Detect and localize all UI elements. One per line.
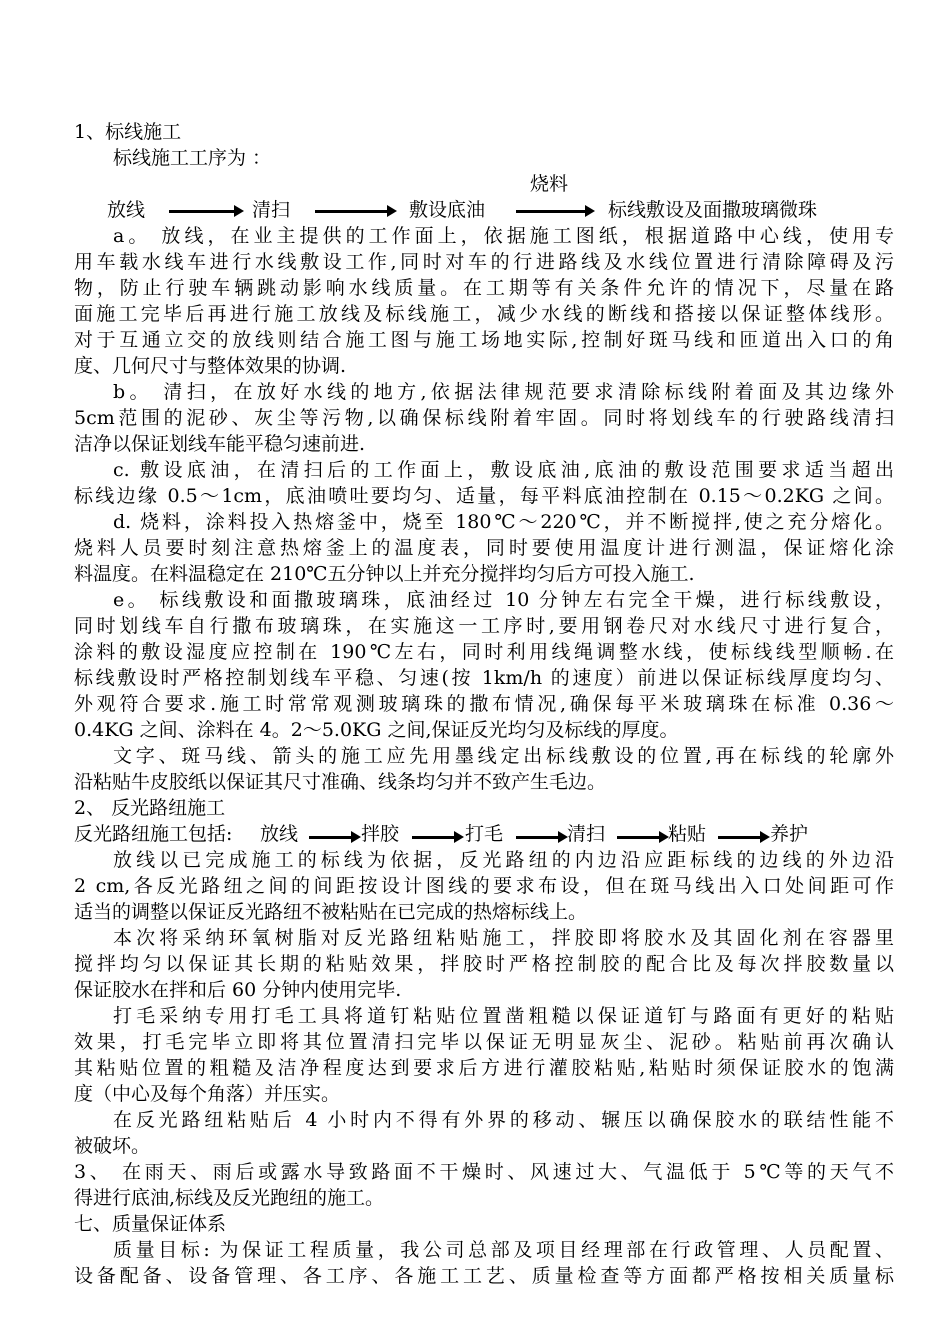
flow-step: 清扫 [567,823,606,845]
section-1-heading: 1、标线施工 [74,121,182,143]
para-e-line: 外观符合要求.施工时常常观测玻璃珠的撒布情况,确保每平米玻璃珠在标准 0.36～ [74,693,894,715]
flow-step: 放线 [107,199,146,221]
flow-step: 敷设底油 [409,199,486,221]
para-2a-line: 2 cm,各反光路纽之间的间距按设计图线的要求布设，但在斑马线出入口处间距可作 [74,875,894,897]
sequence-title: 标线施工工序为 ： [113,147,272,169]
flow-prefix: 反光路纽施工包括: [74,823,233,845]
flow-arrow-icon [718,836,761,839]
flow-arrow-icon [412,836,455,839]
section-7-line: 设备配备、设备管理、各工序、各施工工艺、质量检查等方面都严格按相关质量标 [74,1265,894,1287]
para-a-line: 对于互通立交的放线则结合施工图与施工场地实际,控制好斑马线和匝道出入口的角 [74,329,894,351]
para-2b-line: 本次将采纳环氧树脂对反光路纽粘贴施工，拌胶即将胶水及其固化剂在容器里 [113,927,894,949]
flow-step: 打毛 [465,823,504,845]
para-b-line: 5cm范围的泥砂、灰尘等污物,以确保标线附着牢固。同时将划线车的行驶路线清扫 [74,407,894,429]
section-7-heading: 七、质量保证体系 [74,1213,227,1235]
para-2d-line: 被破坏。 [74,1135,151,1157]
flow-arrow-icon [516,210,586,213]
para-2a-line: 放线以已完成施工的标线为依据，反光路纽的内边沿应距标线的边线的外边沿 [113,849,894,871]
flow-arrow-icon [516,836,559,839]
flow-arrow-icon [315,210,388,213]
para-a-line: 用车载水线车进行水线敷设工作,同时对车的行进路线及水线位置进行清除障碍及污 [74,251,894,273]
para-2d-line: 在反光路纽粘贴后 4 小时内不得有外界的移动、辗压以确保胶水的联结性能不 [113,1109,894,1131]
flow-step: 养护 [770,823,809,845]
flow-label-above: 烧料 [530,173,569,195]
para-a-line: 度、几何尺寸与整体效果的协调. [74,355,347,377]
para-a-line: a。 放线，在业主提供的工作面上，依据施工图纸，根据道路中心线，使用专 [113,225,894,247]
flow-arrow-icon [169,210,235,213]
para-text-line: 沿粘贴牛皮胶纸以保证其尺寸准确、线条均匀并不致产生毛边。 [74,771,607,793]
para-e-line: e。 标线敷设和面撒玻璃珠，底油经过 10 分钟左右完全干燥，进行标线敷设， [113,589,894,611]
para-c-line: 标线边缘 0.5～1cm，底油喷吐要均匀、适量，每平料底油控制在 0.15～0.2KG 之间。 [74,485,894,507]
para-e-line: 0.4KG 之间、涂料在 4。2～5.0KG 之间,保证反光均匀及标线的厚度。 [74,719,679,741]
para-d-line: 料温度。在料温稳定在 210℃五分钟以上并充分搅拌均匀后方可投入施工. [74,563,695,585]
flow-step: 放线 [260,823,299,845]
flow-step: 拌胶 [361,823,400,845]
flow-step: 清扫 [252,199,291,221]
para-2c-line: 其粘贴位置的粗糙及洁净程度达到要求后方进行灌胶粘贴,粘贴时须保证胶水的饱满 [74,1057,894,1079]
para-3-line: 得进行底油,标线及反光跑纽的施工。 [74,1187,385,1209]
para-c-line: c. 敷设底油，在清扫后的工作面上，敷设底油,底油的敷设范围要求适当超出 [113,459,894,481]
para-d-line: d. 烧料，涂料投入热熔釜中，烧至 180℃～220℃，并不断搅拌,使之充分熔化。 [113,511,894,533]
para-2c-line: 打毛采纳专用打毛工具将道钉粘贴位置凿粗糙以保证道钉与路面有更好的粘贴 [113,1005,894,1027]
flow-arrow-icon [617,836,660,839]
para-e-line: 标线敷设时严格控制划线车平稳、匀速(按 1km/h 的速度）前进以保证标线厚度均匀、 [74,667,894,689]
para-b-line: b。 清扫，在放好水线的地方,依据法律规范要求清除标线附着面及其边缘外 [113,381,894,403]
para-3-line: 3、 在雨天、雨后或露水导致路面不干燥时、风速过大、气温低于 5℃等的天气不 [74,1161,894,1183]
para-a-line: 面施工完毕后再进行施工放线及标线施工，减少水线的断线和搭接以保证整体线形。 [74,303,894,325]
para-2c-line: 效果，打毛完毕立即将其位置清扫完毕以保证无明显灰尘、泥砂。粘贴前再次确认 [74,1031,894,1053]
para-e-line: 涂料的敷设湿度应控制在 190℃左右，同时利用线绳调整水线，使标线线型顺畅.在 [74,641,894,663]
para-2c-line: 度（中心及每个角落）并压实。 [74,1083,341,1105]
para-text-line: 文字、斑马线、箭头的施工应先用墨线定出标线敷设的位置,再在标线的轮廓外 [113,745,894,767]
para-b-line: 洁净以保证划线车能平稳匀速前进. [74,433,366,455]
para-d-line: 烧料人员要时刻注意热熔釜上的温度表，同时要使用温度计进行测温，保证熔化涂 [74,537,894,559]
flow-step: 粘贴 [668,823,707,845]
para-e-line: 同时划线车自行撒布玻璃珠，在实施这一工序时,要用钢卷尺对水线尺寸进行复合， [74,615,894,637]
para-2b-line: 搅拌均匀以保证其长期的粘贴效果，拌胶时严格控制胶的配合比及每次拌胶数量以 [74,953,894,975]
flow-arrow-icon [309,836,352,839]
para-2a-line: 适当的调整以保证反光路纽不被粘贴在已完成的热熔标线上。 [74,901,588,923]
para-2b-line: 保证胶水在拌和后 60 分钟内使用完毕. [74,979,402,1001]
flow-step: 标线敷设及面撒玻璃微珠 [608,199,818,221]
section-2-heading: 2、 反光路纽施工 [74,797,226,819]
section-7-line: 质量目标: 为保证工程质量，我公司总部及项目经理部在行政管理、人员配置、 [113,1239,894,1261]
para-a-line: 物，防止行驶车辆跳动影响水线质量。在工期等有关条件允许的情况下，尽量在路 [74,277,894,299]
